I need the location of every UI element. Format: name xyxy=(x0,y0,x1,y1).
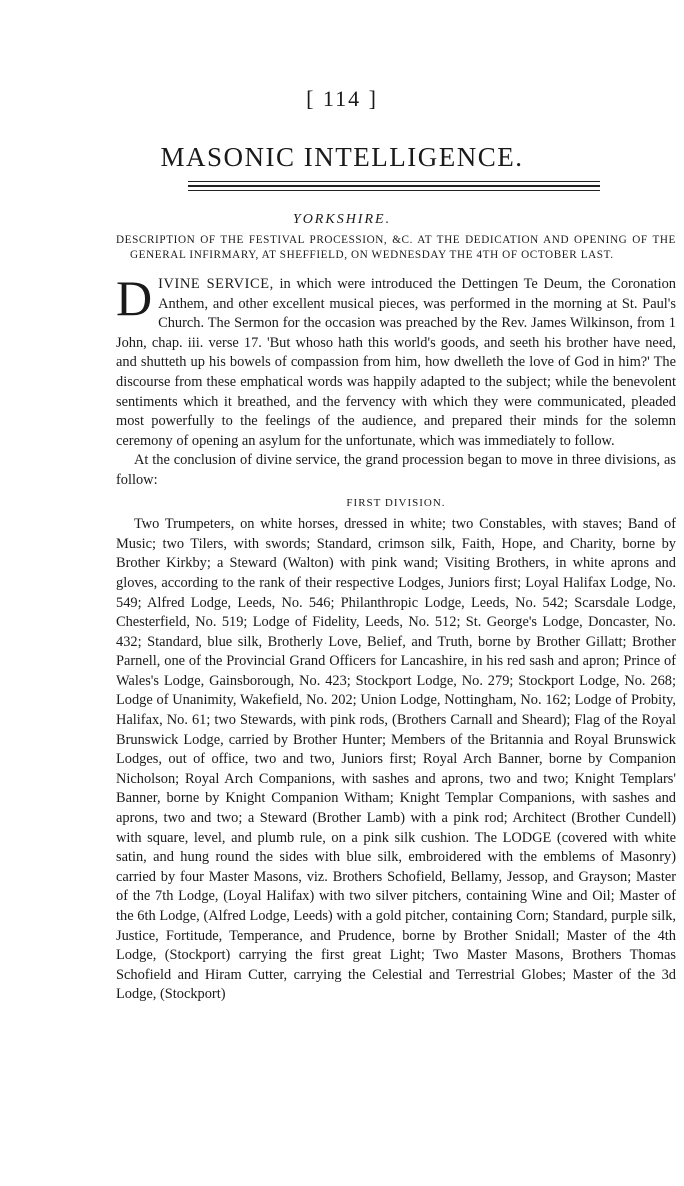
lead-words: IVINE SERVICE, xyxy=(158,276,274,292)
paragraph-1-text: in which were introduced the Dettingen Te Deum, the Coronation Anthem, and other excellent musical pieces, was performed in the morning at St. Paul's Church. The Sermon for the occasion was preached by the Rev. James Wilkinson, from 1 John, chap. iii. verse 17. 'But whoso hath this world's goods, and seeth his brother have need, and shutteth up his bowels of compassion from him, how dwelleth the love of God in him?' The discourse from these emphatical words was happily adapted to the subject; while the benevolent sentiments which it breathed, and the fervency with which they were communicated, pleaded most powerfully to the feelings of the audience, and prepared their minds for the solemn ceremony of opening an asylum for the unfortunate, which was immediately to follow. xyxy=(116,276,676,449)
title-rule-top xyxy=(188,181,600,182)
paragraph-3: Two Trumpeters, on white horses, dressed in white; two Constables, with staves; Band of Music; two Tilers, with swords; Standard, crimson silk, Faith, Hope, and Charity, borne by Brother Kirkby; a Steward (Walton) with pink wand; Visiting Brothers, in white aprons and gloves, according to the rank of their respective Lodges, Juniors first; Loyal Halifax Lodge, No. 549; Alfred Lodge, Leeds, No. 546; Philanthropic Lodge, Leeds, No. 542; Scarsdale Lodge, Chesterfield, No. 519; Lodge of Fidelity, Leeds, No. 512; St. George's Lodge, Doncaster, No. 432; Standard, blue silk, Brotherly Love, Belief, and Truth, borne by Brother Gillatt; Brother Parnell, one of the Provincial Grand Officers for Lancashire, in his red sash and apron; Prince of Wales's Lodge, Gainsborough, No. 423; Stockport Lodge, No. 279; Stockport Lodge, No. 268; Lodge of Unanimity, Wakefield, No. 202; Union Lodge, Nottingham, No. 162; Lodge of Probity, Halifax, No. 61; two Stewards, with pink rods, (Brothers Carnall and Sheard); Flag of the Royal Brunswick Lodge, carried by Brother Hunter; Members of the Britannia and Royal Brunswick Lodges, out of office, two and two, Juniors first; Royal Arch Banner, borne by Companion Nicholson; Royal Arch Companions, with sashes and aprons, two and two; Knight Templars' Banner, borne by Knight Companion Witham; Knight Templar Companions, with sashes and aprons, two and two; a Steward (Brother Lamb) with a pink rod; Architect (Brother Cundell) with square, level, and plumb rule, on a pink silk cushion. The LODGE (covered with white satin, and hung round the sides with blue silk, embroidered with the emblems of Masonry) carried by four Master Masons, viz. Brothers Schofield, Bellamy, Jessop, and Grayson; Master of the 7th Lodge, (Loyal Halifax) with two silver pitchers, containing Wine and Oil; Master of the 6th Lodge, (Alfred Lodge, Leeds) with a gold pitcher, containing Corn; Standard, purple silk, Justice, Fortitude, Temperance, and Prudence, borne by Brother Snidall; Master of the 4th Lodge, (Stockport) carrying the first great Light; Two Master Masons, Brothers Thomas Schofield and Hiram Cutter, carrying the Celestial and Terrestrial Globes; Master of the 3d Lodge, (Stockport) xyxy=(116,516,676,1003)
paragraph-2: At the conclusion of divine service, the grand procession began to move in three divisions, as follow: xyxy=(116,452,676,488)
title-rule-bottom xyxy=(188,190,600,191)
article-description: DESCRIPTION OF THE FESTIVAL PROCESSION, &C. AT THE DEDICATION AND OPENING OF THE GENERAL INFIRMARY, AT SHEFFIELD, ON WEDNESDAY THE 4TH OF OCTOBER LAST. xyxy=(116,234,676,261)
title-rule-middle xyxy=(188,185,600,187)
paragraph-1 xyxy=(116,270,676,451)
county-heading: YORKSHIRE. xyxy=(292,212,392,227)
page-number: [ 114 ] xyxy=(306,86,378,111)
article-body xyxy=(116,233,676,1005)
division-heading: FIRST DIVISION. xyxy=(346,496,446,509)
section-title: MASONIC INTELLIGENCE. xyxy=(160,142,524,172)
drop-cap: D xyxy=(116,270,153,326)
